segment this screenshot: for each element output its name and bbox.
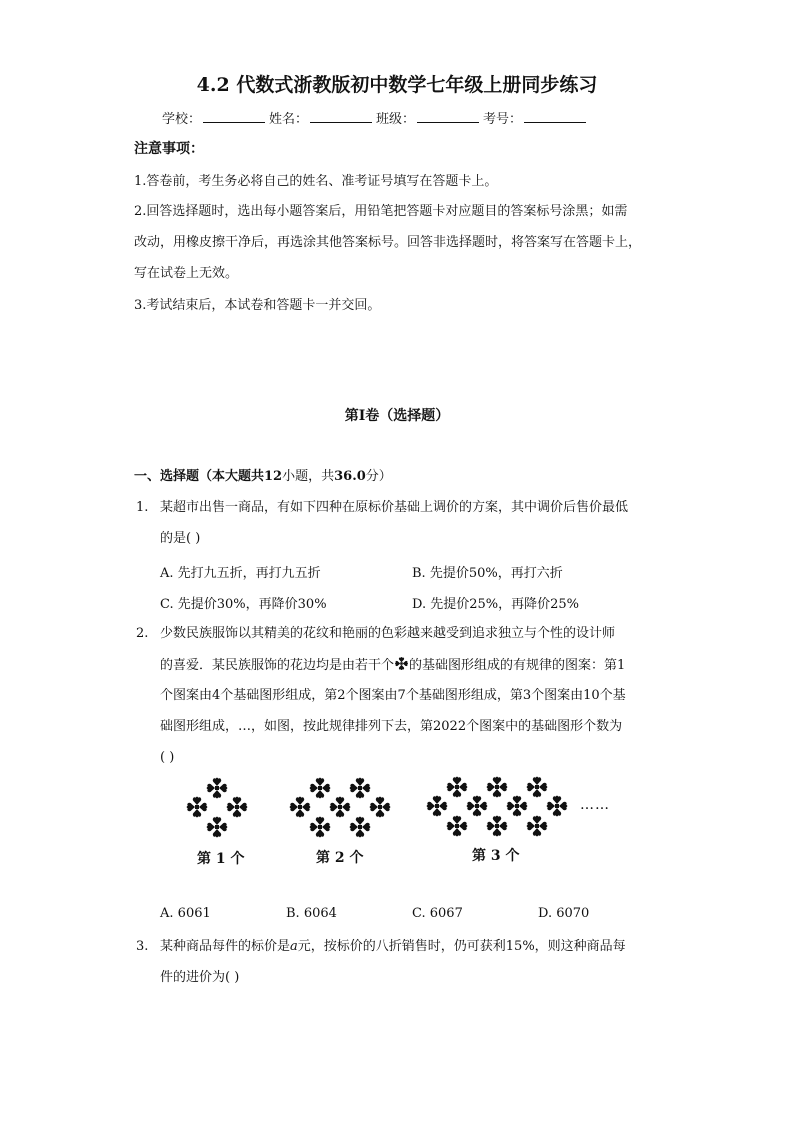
option-label: C.: [412, 906, 426, 921]
exam-number-label: 考号：: [483, 112, 523, 127]
motif-icon: [487, 777, 508, 798]
notice-heading: 注意事项：: [134, 141, 204, 157]
option-label: B.: [286, 906, 300, 921]
notice-item: 1.答卷前，考生务必将自己的姓名、准考证号填写在答题卡上。: [134, 174, 498, 189]
name-label: 姓名：: [269, 112, 309, 127]
motif-icon: [547, 796, 568, 817]
question-text: 某超市出售一商品，有如下四种在原标价基础上调价的方案，其中调价后售价最低: [160, 500, 629, 515]
page-title: 4.2 代数式浙教版初中数学七年级上册同步练习: [196, 74, 598, 96]
figure-label: 第 3 个: [472, 848, 520, 864]
question-text: [160, 938, 626, 956]
question-text: 的是( ): [160, 531, 201, 546]
variable-a: a: [290, 939, 298, 954]
notice-item: 2.回答选择题时，选出每小题答案后，用铅笔把答题卡对应题目的答案标号涂黑；如需: [134, 204, 628, 219]
option-c[interactable]: [412, 906, 463, 921]
figure-label: 第 2 个: [316, 850, 364, 866]
motif-icon: [527, 777, 548, 798]
figure-label: 第 1 个: [197, 851, 245, 867]
option-text: 6070: [556, 906, 590, 921]
option-label: B.: [412, 566, 426, 581]
motif-icon: [370, 797, 391, 818]
pattern-ellipsis: ……: [580, 797, 610, 813]
question-text-part: 某种商品每件的标价是: [160, 939, 291, 954]
section-score: 36.0: [334, 469, 366, 484]
motif-icon: [467, 796, 488, 817]
pattern-2: [290, 778, 391, 838]
option-b[interactable]: [286, 906, 337, 921]
option-a[interactable]: [160, 906, 211, 921]
motif-icon: [187, 797, 208, 818]
question-text: 件的进价为( ): [160, 970, 240, 985]
motif-icon: [290, 797, 311, 818]
motif-icon: [507, 796, 528, 817]
motif-icon: [487, 816, 508, 837]
motif-icon: [207, 778, 228, 799]
option-text: 先提价50%，再打六折: [429, 566, 563, 581]
motif-icon: [207, 817, 228, 838]
question-text: 础图形组成，…，如图，按此规律排列下去，第2022个图案中的基础图形个数为: [160, 719, 623, 734]
pattern-1: [187, 778, 248, 838]
motif-icon: [447, 777, 468, 798]
question-text-part: 元，按标价的八折销售时，仍可获利15%，则这种商品每: [297, 939, 626, 954]
question-text-part: 的基础图形组成的有规律的图案：第1: [409, 658, 626, 673]
pattern-3: [427, 777, 568, 837]
question-text: 少数民族服饰以其精美的花纹和艳丽的色彩越来越受到追求独立与个性的设计师: [160, 626, 616, 641]
option-label: C.: [160, 597, 174, 612]
question-text: 个图案由4个基础图形组成，第2个图案由7个基础图形组成，第3个图案由10个基: [160, 688, 626, 703]
option-d[interactable]: [538, 906, 589, 921]
section-prefix: 一、选择题（本大题共: [134, 469, 265, 484]
option-text: 先提价25%，再降价25%: [430, 597, 580, 612]
section-middle: 小题，共: [282, 469, 335, 484]
option-text: 6061: [177, 906, 211, 921]
volume-title: 第Ⅰ卷（选择题）: [344, 408, 450, 424]
notice-item: 3.考试结束后，本试卷和答题卡一并交回。: [134, 298, 381, 313]
school-label: 学校：: [162, 112, 202, 127]
motif-icon: [310, 817, 331, 838]
question-number: 3.: [136, 939, 149, 954]
question-text: ( ): [160, 750, 175, 765]
motif-icon: [350, 817, 371, 838]
option-label: A.: [160, 566, 174, 581]
option-text: 先提价30%，再降价30%: [177, 597, 327, 612]
notice-item: 改动，用橡皮擦干净后，再选涂其他答案标号。回答非选择题时，将答案写在答题卡上，: [134, 235, 642, 250]
section-count: 12: [264, 469, 283, 484]
class-label: 班级：: [376, 112, 416, 127]
motif-icon: [447, 816, 468, 837]
motif-icon: [330, 797, 351, 818]
option-text: 6067: [429, 906, 463, 921]
motif-icon: [527, 816, 548, 837]
option-text: 先打九五折，再打九五折: [177, 566, 321, 581]
motif-icon: [227, 797, 248, 818]
motif-icon: [350, 778, 371, 799]
motif-icon: [427, 796, 448, 817]
question-number: 2.: [136, 626, 149, 641]
option-label: A.: [160, 906, 174, 921]
question-number: 1.: [136, 500, 149, 515]
section-suffix: 分）: [365, 469, 392, 484]
motif-icon: [310, 778, 331, 799]
option-label: D.: [538, 906, 553, 921]
option-label: D.: [412, 597, 427, 612]
option-text: 6064: [303, 906, 337, 921]
notice-item: 写在试卷上无效。: [134, 266, 239, 281]
question-text-part: 的喜爱．某民族服饰的花边均是由若干个: [160, 658, 395, 673]
